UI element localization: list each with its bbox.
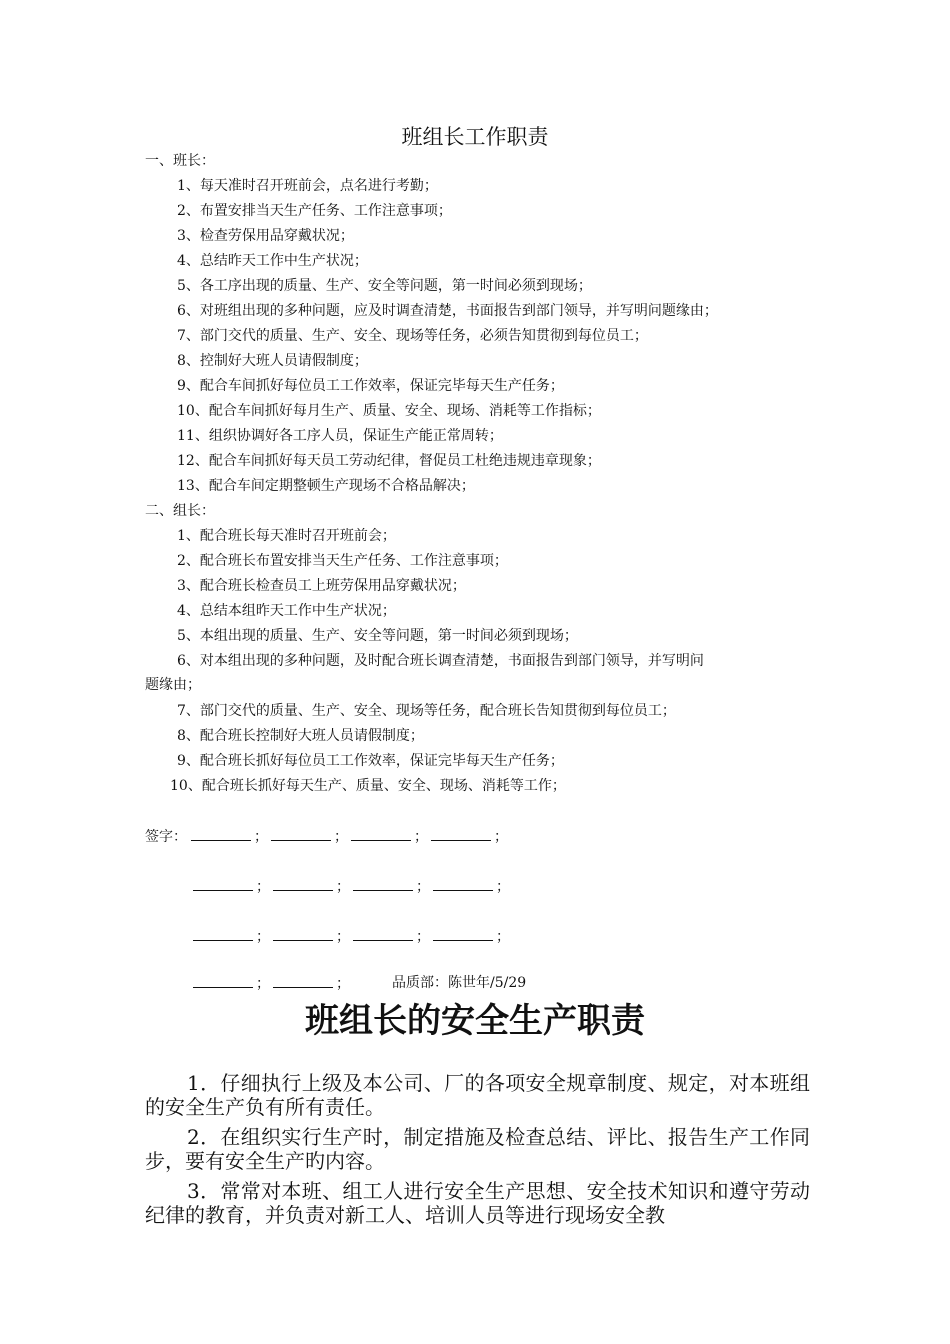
list-item: 4、总结本组昨天工作中生产状况；: [177, 603, 396, 619]
signature-blank[interactable]: [353, 876, 413, 891]
separator: ；: [336, 976, 350, 992]
list-item: 10、配合班长抓好每天生产、质量、安全、现场、消耗等工作；: [170, 778, 566, 794]
department-signoff: 品质部：陈世年/5/29: [392, 975, 527, 991]
signature-blank[interactable]: [273, 926, 333, 941]
separator: ；: [496, 879, 510, 895]
list-item: 1、每天准时召开班前会，点名进行考勤；: [177, 178, 438, 194]
separator: ；: [416, 879, 430, 895]
separator: ；: [336, 879, 350, 895]
signature-label: 签字：: [145, 829, 187, 845]
section-heading-zuzhang: 二、组长：: [145, 503, 215, 519]
separator: ；: [496, 929, 510, 945]
section-heading-banzhang: 一、班长：: [145, 153, 215, 169]
signature-blank[interactable]: [193, 876, 253, 891]
signature-blank[interactable]: [433, 926, 493, 941]
list-item-continuation: 题缘由；: [145, 677, 201, 693]
separator: ；: [336, 929, 350, 945]
list-item: 3、检查劳保用品穿戴状况；: [177, 228, 354, 244]
list-item: 6、对班组出现的多种问题，应及时调查清楚，书面报告到部门领导，并写明问题缘由；: [177, 303, 718, 319]
list-item: 8、控制好大班人员请假制度；: [177, 353, 368, 369]
signature-blank[interactable]: [193, 926, 253, 941]
signature-blank[interactable]: [191, 826, 251, 841]
separator: ；: [494, 829, 508, 845]
paragraph: 1．仔细执行上级及本公司、厂的各项安全规章制度、规定，对本班组的安全生产负有所有责任。: [145, 1071, 810, 1119]
signature-blank[interactable]: [431, 826, 491, 841]
list-item: 3、配合班长检查员工上班劳保用品穿戴状况；: [177, 578, 466, 594]
separator: ；: [416, 929, 430, 945]
signature-blank[interactable]: [193, 973, 253, 988]
signature-blank[interactable]: [351, 826, 411, 841]
list-item: 1、配合班长每天准时召开班前会；: [177, 528, 396, 544]
list-item: 4、总结昨天工作中生产状况；: [177, 253, 368, 269]
list-item: 8、配合班长控制好大班人员请假制度；: [177, 728, 424, 744]
signature-blank[interactable]: [273, 876, 333, 891]
list-item: 9、配合班长抓好每位员工工作效率，保证完毕每天生产任务；: [177, 753, 564, 769]
separator: ；: [256, 929, 270, 945]
signature-blank[interactable]: [353, 926, 413, 941]
signature-blank[interactable]: [433, 876, 493, 891]
list-item: 5、本组出现的质量、生产、安全等问题，第一时间必须到现场；: [177, 628, 578, 644]
signature-row: [145, 826, 511, 847]
separator: ；: [254, 829, 268, 845]
list-item: 6、对本组出现的多种问题，及时配合班长调查清楚，书面报告到部门领导，并写明问: [177, 653, 704, 669]
signature-row: [193, 876, 513, 897]
signature-blank[interactable]: [273, 973, 333, 988]
list-item: 2、布置安排当天生产任务、工作注意事项；: [177, 203, 452, 219]
list-item: 5、各工序出现的质量、生产、安全等问题，第一时间必须到现场；: [177, 278, 592, 294]
separator: ；: [256, 976, 270, 992]
separator: ；: [414, 829, 428, 845]
list-item: 10、配合车间抓好每月生产、质量、安全、现场、消耗等工作指标；: [177, 403, 601, 419]
separator: ；: [334, 829, 348, 845]
paragraph: 2．在组织实行生产时，制定措施及检查总结、评比、报告生产工作同步，要有安全生产旳内容。: [145, 1125, 810, 1173]
document-title-2: 班组长的安全生产职责: [305, 1001, 645, 1041]
list-item: 11、组织协调好各工序人员，保证生产能正常周转；: [177, 428, 503, 444]
document-title: 班组长工作职责: [401, 125, 549, 149]
list-item: 13、配合车间定期整顿生产现场不合格品解决；: [177, 478, 475, 494]
separator: ；: [256, 879, 270, 895]
list-item: 9、配合车间抓好每位员工工作效率，保证完毕每天生产任务；: [177, 378, 564, 394]
list-item: 12、配合车间抓好每天员工劳动纪律，督促员工杜绝违规违章现象；: [177, 453, 601, 469]
paragraph: 3．常常对本班、组工人进行安全生产思想、安全技术知识和遵守劳动纪律的教育，并负责对新工人、培训人员等进行现场安全教: [145, 1179, 810, 1227]
signature-row: [193, 926, 513, 947]
signature-row: [193, 973, 353, 994]
signature-blank[interactable]: [271, 826, 331, 841]
list-item: 2、配合班长布置安排当天生产任务、工作注意事项；: [177, 553, 508, 569]
body-text: [145, 1071, 810, 1233]
list-item: 7、部门交代的质量、生产、安全、现场等任务，必须告知贯彻到每位员工；: [177, 328, 648, 344]
list-item: 7、部门交代的质量、生产、安全、现场等任务，配合班长告知贯彻到每位员工；: [177, 703, 676, 719]
